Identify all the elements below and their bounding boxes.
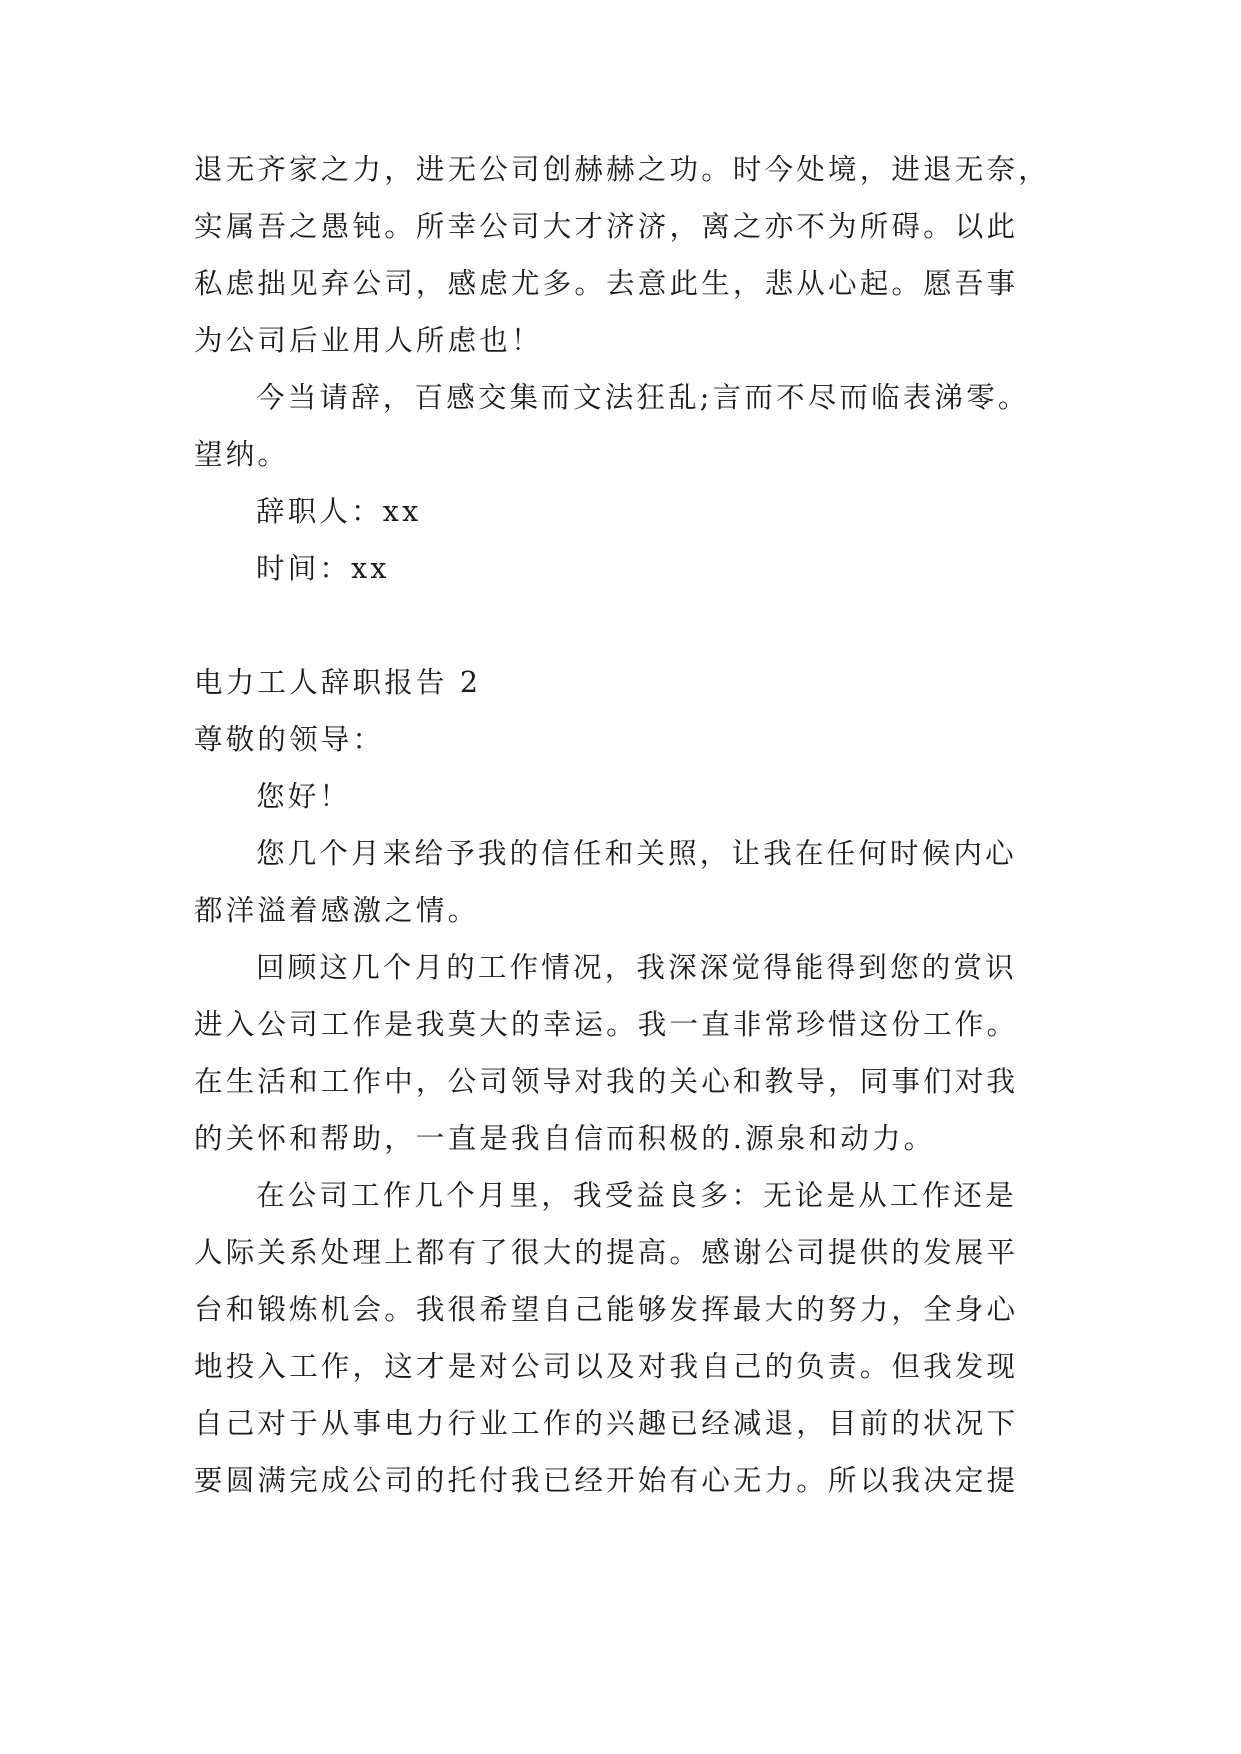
- paragraph-2-line-4: 的关怀和帮助，一直是我自信而积极的.源泉和动力。: [194, 1122, 936, 1155]
- greeting: 您好！: [256, 780, 352, 813]
- paragraph-1-line-2: 都洋溢着感激之情。: [194, 894, 480, 927]
- closing-line-2: 望纳。: [194, 438, 290, 471]
- paragraph-2-line-2: 进入公司工作是我莫大的幸运。我一直非常珍惜这份工作。: [194, 1008, 1019, 1041]
- paragraph-3-line-5: 自己对于从事电力行业工作的兴趣已经减退，目前的状况下: [194, 1407, 1019, 1440]
- body-line-2: 实属吾之愚钝。所幸公司大才济济，离之亦不为所碍。以此: [194, 210, 1019, 243]
- salutation: 尊敬的领导：: [194, 723, 385, 756]
- date-label: 时间：xx: [256, 552, 390, 585]
- paragraph-1-line-1: 您几个月来给予我的信任和关照，让我在任何时候内心: [256, 837, 1017, 870]
- body-line-4: 为公司后业用人所虑也！: [194, 324, 543, 357]
- paragraph-3-line-6: 要圆满完成公司的托付我已经开始有心无力。所以我决定提: [194, 1464, 1019, 1497]
- body-line-3: 私虑拙见弃公司，感虑尤多。去意此生，悲从心起。愿吾事: [194, 267, 1019, 300]
- paragraph-3-line-1: 在公司工作几个月里，我受益良多：无论是从工作还是: [256, 1179, 1017, 1212]
- section-title: 电力工人辞职报告 2: [194, 666, 482, 699]
- paragraph-3-line-2: 人际关系处理上都有了很大的提高。感谢公司提供的发展平: [194, 1236, 1019, 1269]
- paragraph-3-line-4: 地投入工作，这才是对公司以及对我自己的负责。但我发现: [194, 1350, 1019, 1383]
- body-line-1: 退无齐家之力，进无公司创赫赫之功。时今处境，进退无奈，: [194, 153, 1050, 186]
- closing-line-1: 今当请辞，百感交集而文法狂乱;言而不尽而临表涕零。: [256, 381, 1030, 414]
- paragraph-2-line-3: 在生活和工作中，公司领导对我的关心和教导，同事们对我: [194, 1065, 1019, 1098]
- signature-label: 辞职人：xx: [256, 495, 422, 528]
- paragraph-2-line-1: 回顾这几个月的工作情况，我深深觉得能得到您的赏识: [256, 951, 1017, 984]
- paragraph-3-line-3: 台和锻炼机会。我很希望自己能够发挥最大的努力，全身心: [194, 1293, 1019, 1326]
